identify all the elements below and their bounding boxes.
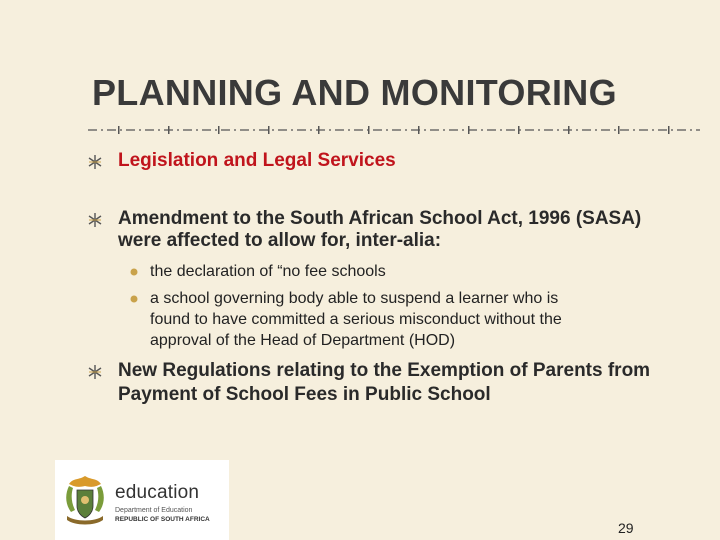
bullet-text-line: were affected to allow for, inter-alia:	[118, 230, 442, 251]
sub-bullet-text-line: found to have committed a serious misconduct without the	[150, 311, 562, 328]
sub-bullet-text-line: approval of the Head of Department (HOD)	[150, 332, 456, 349]
asterisk-bullet-icon	[88, 155, 102, 169]
logo-wordmark: education	[115, 482, 200, 503]
bullet-text-line: Amendment to the South African School Act, 1996 (SASA)	[118, 208, 642, 229]
diamond-bullet-icon	[130, 295, 138, 303]
bullet-text-line: Payment of School Fees in Public School	[118, 384, 491, 405]
logo-department: Department of Education	[115, 507, 193, 514]
page-number: 29	[618, 520, 634, 536]
asterisk-bullet-icon	[88, 365, 102, 379]
coat-of-arms-icon	[61, 474, 109, 528]
logo-country: REPUBLIC OF SOUTH AFRICA	[115, 516, 210, 523]
sub-bullet-text-line: a school governing body able to suspend a learner who is	[150, 290, 559, 307]
department-logo	[55, 460, 229, 540]
bullet-text: Legislation and Legal Services	[118, 150, 396, 171]
bullet-text-line: New Regulations relating to the Exemption of Parents from	[118, 360, 651, 381]
slide-title: PLANNING AND MONITORING	[92, 72, 617, 113]
sub-bullet-text: the declaration of “no fee schools	[150, 263, 386, 280]
title-divider	[88, 124, 700, 136]
asterisk-bullet-icon	[88, 213, 102, 227]
diamond-bullet-icon	[130, 268, 138, 276]
